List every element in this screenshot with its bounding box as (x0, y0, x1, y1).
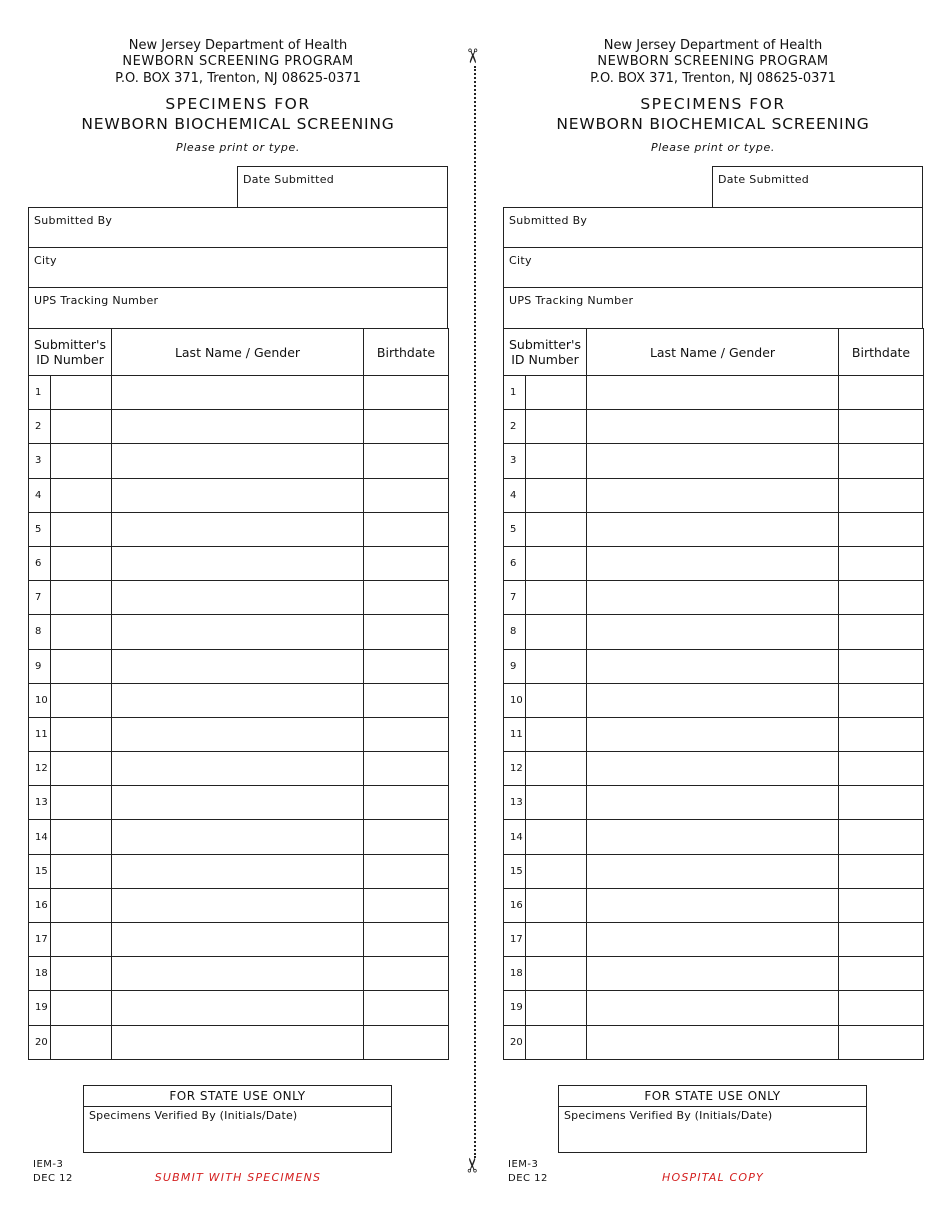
row-number: 13 (504, 786, 526, 819)
table-row (504, 923, 924, 957)
submitter-id-cell[interactable] (504, 786, 587, 820)
submitted-by-field[interactable] (503, 207, 923, 248)
last-name-gender-cell[interactable] (112, 888, 364, 922)
row-number: 2 (504, 410, 526, 443)
last-name-gender-cell[interactable] (587, 1025, 839, 1059)
birthdate-cell[interactable] (839, 820, 924, 854)
birthdate-cell[interactable] (364, 683, 449, 717)
submitter-id-cell[interactable] (504, 410, 587, 444)
city-field[interactable] (503, 247, 923, 288)
table-row (29, 649, 449, 683)
row-number: 13 (29, 786, 51, 819)
row-number: 9 (29, 650, 51, 683)
last-name-gender-cell[interactable] (112, 717, 364, 751)
birthdate-cell[interactable] (364, 478, 449, 512)
submitter-id-cell[interactable] (29, 957, 112, 991)
birthdate-cell[interactable] (364, 820, 449, 854)
submitter-id-cell[interactable] (504, 957, 587, 991)
specimen-table (503, 328, 924, 1060)
ups-tracking-field[interactable] (503, 287, 923, 329)
submitter-id-cell[interactable] (29, 991, 112, 1025)
row-number: 6 (29, 547, 51, 580)
table-row (504, 512, 924, 546)
birthdate-cell[interactable] (364, 1025, 449, 1059)
submitter-id-cell[interactable] (504, 854, 587, 888)
row-number: 15 (504, 855, 526, 888)
verified-by-field[interactable]: Specimens Verified By (Initials/Date) (89, 1109, 298, 1122)
table-row (504, 1025, 924, 1059)
last-name-gender-cell[interactable] (112, 546, 364, 580)
state-use-box (83, 1085, 392, 1153)
last-name-gender-cell[interactable] (587, 957, 839, 991)
birthdate-cell[interactable] (364, 888, 449, 922)
birthdate-cell[interactable] (364, 546, 449, 580)
submitter-id-cell[interactable] (29, 820, 112, 854)
last-name-gender-cell[interactable] (587, 649, 839, 683)
submitter-id-cell[interactable] (29, 1025, 112, 1059)
birthdate-cell[interactable] (364, 717, 449, 751)
last-name-gender-cell[interactable] (587, 376, 839, 410)
last-name-gender-cell[interactable] (112, 923, 364, 957)
last-name-gender-cell[interactable] (112, 854, 364, 888)
date-submitted-label: Date Submitted (718, 173, 810, 186)
last-name-gender-cell[interactable] (587, 888, 839, 922)
table-row (504, 752, 924, 786)
table-row (29, 444, 449, 478)
table-row (504, 615, 924, 649)
last-name-gender-cell[interactable] (587, 786, 839, 820)
last-name-gender-cell[interactable] (587, 444, 839, 478)
submitter-id-cell[interactable] (504, 1025, 587, 1059)
last-name-gender-cell[interactable] (112, 957, 364, 991)
last-name-gender-cell[interactable] (112, 786, 364, 820)
row-number: 12 (504, 752, 526, 785)
address: P.O. BOX 371, Trenton, NJ 08625-0371 (115, 71, 361, 86)
birthdate-cell[interactable] (839, 581, 924, 615)
birthdate-cell[interactable] (839, 512, 924, 546)
submitter-id-cell[interactable] (504, 923, 587, 957)
table-row (504, 991, 924, 1025)
form-number: IEM-3 (508, 1159, 539, 1170)
date-submitted-field[interactable] (712, 166, 923, 208)
form-title-line1: SPECIMENS FOR (165, 95, 311, 113)
last-name-gender-cell[interactable] (112, 478, 364, 512)
form-title-line1: SPECIMENS FOR (640, 95, 786, 113)
specimen-table (28, 328, 449, 1060)
state-use-title: FOR STATE USE ONLY (559, 1086, 866, 1107)
table-row (29, 376, 449, 410)
table-row (504, 786, 924, 820)
last-name-gender-cell[interactable] (112, 683, 364, 717)
date-submitted-field[interactable] (237, 166, 448, 208)
row-number: 14 (504, 820, 526, 853)
table-row (29, 717, 449, 751)
form-number: IEM-3 (33, 1159, 64, 1170)
col-submitter-id: Submitter's ID Number (29, 329, 112, 376)
birthdate-cell[interactable] (839, 410, 924, 444)
last-name-gender-cell[interactable] (587, 581, 839, 615)
birthdate-cell[interactable] (839, 376, 924, 410)
row-number: 5 (504, 513, 526, 546)
birthdate-cell[interactable] (839, 615, 924, 649)
print-instruction: Please print or type. (176, 141, 300, 154)
table-row (29, 512, 449, 546)
city-field[interactable] (28, 247, 448, 288)
last-name-gender-cell[interactable] (587, 478, 839, 512)
birthdate-cell[interactable] (364, 854, 449, 888)
table-row (29, 410, 449, 444)
birthdate-cell[interactable] (839, 1025, 924, 1059)
last-name-gender-cell[interactable] (587, 615, 839, 649)
table-row (29, 820, 449, 854)
row-number: 16 (504, 889, 526, 922)
row-number: 1 (29, 376, 51, 409)
table-row (29, 786, 449, 820)
table-row (504, 376, 924, 410)
birthdate-cell[interactable] (364, 512, 449, 546)
table-row (504, 854, 924, 888)
table-row (29, 1025, 449, 1059)
birthdate-cell[interactable] (364, 786, 449, 820)
row-number: 6 (504, 547, 526, 580)
row-number: 20 (29, 1026, 51, 1059)
submitter-id-cell[interactable] (29, 546, 112, 580)
row-number: 14 (29, 820, 51, 853)
birthdate-cell[interactable] (364, 410, 449, 444)
birthdate-cell[interactable] (839, 854, 924, 888)
submitter-id-cell[interactable] (29, 649, 112, 683)
birthdate-cell[interactable] (364, 752, 449, 786)
submitter-id-cell[interactable] (29, 376, 112, 410)
birthdate-cell[interactable] (364, 923, 449, 957)
agency-name: New Jersey Department of Health (603, 38, 823, 53)
birthdate-cell[interactable] (364, 991, 449, 1025)
submitter-id-cell[interactable] (504, 752, 587, 786)
submitter-id-cell[interactable] (29, 581, 112, 615)
table-row (29, 854, 449, 888)
table-row (29, 991, 449, 1025)
form-revision-date: DEC 12 (508, 1173, 548, 1184)
row-number: 2 (29, 410, 51, 443)
state-use-box (558, 1085, 867, 1153)
birthdate-cell[interactable] (364, 444, 449, 478)
submitter-id-cell[interactable] (29, 683, 112, 717)
last-name-gender-cell[interactable] (587, 717, 839, 751)
row-number: 9 (504, 650, 526, 683)
birthdate-cell[interactable] (364, 957, 449, 991)
form-title-line2: NEWBORN BIOCHEMICAL SCREENING (556, 115, 870, 133)
last-name-gender-cell[interactable] (587, 752, 839, 786)
row-number: 7 (29, 581, 51, 614)
hospital-copy-note: HOSPITAL COPY (662, 1171, 764, 1184)
table-row (29, 923, 449, 957)
last-name-gender-cell[interactable] (112, 376, 364, 410)
submitter-id-cell[interactable] (29, 752, 112, 786)
birthdate-cell[interactable] (839, 546, 924, 580)
last-name-gender-cell[interactable] (112, 1025, 364, 1059)
submitter-id-cell[interactable] (504, 546, 587, 580)
form-revision-date: DEC 12 (33, 1173, 73, 1184)
row-number: 4 (29, 479, 51, 512)
last-name-gender-cell[interactable] (112, 752, 364, 786)
table-row (504, 717, 924, 751)
submitter-id-cell[interactable] (504, 581, 587, 615)
form-title-line2: NEWBORN BIOCHEMICAL SCREENING (81, 115, 395, 133)
row-number: 8 (29, 615, 51, 648)
birthdate-cell[interactable] (839, 752, 924, 786)
birthdate-cell[interactable] (839, 649, 924, 683)
row-number: 11 (504, 718, 526, 751)
row-number: 10 (504, 684, 526, 717)
table-row (504, 888, 924, 922)
birthdate-cell[interactable] (839, 957, 924, 991)
submitter-id-cell[interactable] (29, 888, 112, 922)
submitter-id-cell[interactable] (29, 512, 112, 546)
table-row (504, 546, 924, 580)
table-row (29, 546, 449, 580)
scissors-icon: ✂ (460, 47, 485, 65)
program-name: NEWBORN SCREENING PROGRAM (122, 54, 354, 69)
submitted-by-label: Submitted By (34, 214, 113, 227)
row-number: 8 (504, 615, 526, 648)
birthdate-cell[interactable] (839, 786, 924, 820)
submitter-id-cell[interactable] (504, 376, 587, 410)
submitter-id-cell[interactable] (504, 717, 587, 751)
row-number: 19 (504, 991, 526, 1024)
birthdate-cell[interactable] (839, 444, 924, 478)
birthdate-cell[interactable] (839, 888, 924, 922)
row-number: 4 (504, 479, 526, 512)
table-row (504, 444, 924, 478)
submitter-id-cell[interactable] (504, 444, 587, 478)
submitter-id-cell[interactable] (29, 478, 112, 512)
birthdate-cell[interactable] (364, 649, 449, 683)
scissors-icon: ✂ (460, 1156, 485, 1174)
submitter-id-cell[interactable] (29, 410, 112, 444)
table-row (504, 683, 924, 717)
submit-with-specimens-note: SUBMIT WITH SPECIMENS (154, 1171, 322, 1184)
table-row (504, 649, 924, 683)
last-name-gender-cell[interactable] (112, 991, 364, 1025)
submitter-id-cell[interactable] (504, 649, 587, 683)
row-number: 11 (29, 718, 51, 751)
birthdate-cell[interactable] (364, 615, 449, 649)
state-use-title: FOR STATE USE ONLY (84, 1086, 391, 1107)
ups-tracking-label: UPS Tracking Number (509, 294, 634, 307)
birthdate-cell[interactable] (364, 581, 449, 615)
row-number: 18 (504, 957, 526, 990)
last-name-gender-cell[interactable] (112, 581, 364, 615)
col-birthdate: Birthdate (364, 329, 449, 376)
row-number: 17 (504, 923, 526, 956)
last-name-gender-cell[interactable] (587, 512, 839, 546)
verified-by-field[interactable]: Specimens Verified By (Initials/Date) (564, 1109, 773, 1122)
row-number: 12 (29, 752, 51, 785)
table-row (29, 478, 449, 512)
birthdate-cell[interactable] (839, 683, 924, 717)
row-number: 3 (29, 444, 51, 477)
col-submitter-id: Submitter's ID Number (504, 329, 587, 376)
submitter-id-cell[interactable] (504, 820, 587, 854)
row-number: 20 (504, 1026, 526, 1059)
birthdate-cell[interactable] (839, 478, 924, 512)
col-last-name-gender: Last Name / Gender (112, 329, 364, 376)
last-name-gender-cell[interactable] (112, 444, 364, 478)
table-row (29, 752, 449, 786)
row-number: 19 (29, 991, 51, 1024)
birthdate-cell[interactable] (839, 717, 924, 751)
row-number: 5 (29, 513, 51, 546)
row-number: 7 (504, 581, 526, 614)
date-submitted-label: Date Submitted (243, 173, 335, 186)
last-name-gender-cell[interactable] (587, 923, 839, 957)
table-row (29, 581, 449, 615)
table-row (504, 478, 924, 512)
last-name-gender-cell[interactable] (112, 615, 364, 649)
table-row (29, 957, 449, 991)
submitter-id-cell[interactable] (504, 512, 587, 546)
row-number: 1 (504, 376, 526, 409)
last-name-gender-cell[interactable] (587, 991, 839, 1025)
print-instruction: Please print or type. (651, 141, 775, 154)
table-row (29, 888, 449, 922)
submitter-id-cell[interactable] (29, 717, 112, 751)
ups-tracking-field[interactable] (28, 287, 448, 329)
last-name-gender-cell[interactable] (587, 410, 839, 444)
last-name-gender-cell[interactable] (112, 410, 364, 444)
ups-tracking-label: UPS Tracking Number (34, 294, 159, 307)
program-name: NEWBORN SCREENING PROGRAM (597, 54, 829, 69)
last-name-gender-cell[interactable] (112, 820, 364, 854)
row-number: 15 (29, 855, 51, 888)
submitted-by-field[interactable] (28, 207, 448, 248)
table-row (29, 683, 449, 717)
birthdate-cell[interactable] (364, 376, 449, 410)
submitter-id-cell[interactable] (29, 615, 112, 649)
col-last-name-gender: Last Name / Gender (587, 329, 839, 376)
last-name-gender-cell[interactable] (587, 854, 839, 888)
address: P.O. BOX 371, Trenton, NJ 08625-0371 (590, 71, 836, 86)
submitter-id-cell[interactable] (504, 991, 587, 1025)
last-name-gender-cell[interactable] (587, 546, 839, 580)
table-row (504, 957, 924, 991)
submitter-id-cell[interactable] (29, 444, 112, 478)
col-birthdate: Birthdate (839, 329, 924, 376)
last-name-gender-cell[interactable] (587, 820, 839, 854)
city-label: City (509, 254, 532, 267)
submitter-id-cell[interactable] (504, 683, 587, 717)
city-label: City (34, 254, 57, 267)
last-name-gender-cell[interactable] (587, 683, 839, 717)
submitter-id-cell[interactable] (504, 478, 587, 512)
row-number: 17 (29, 923, 51, 956)
submitter-id-cell[interactable] (504, 615, 587, 649)
cut-line (474, 66, 476, 1158)
last-name-gender-cell[interactable] (112, 649, 364, 683)
submitter-id-cell[interactable] (29, 786, 112, 820)
agency-name: New Jersey Department of Health (128, 38, 348, 53)
birthdate-cell[interactable] (839, 991, 924, 1025)
submitter-id-cell[interactable] (504, 888, 587, 922)
table-row (504, 581, 924, 615)
table-row (29, 615, 449, 649)
last-name-gender-cell[interactable] (112, 512, 364, 546)
submitter-id-cell[interactable] (29, 923, 112, 957)
submitted-by-label: Submitted By (509, 214, 588, 227)
row-number: 18 (29, 957, 51, 990)
table-row (504, 410, 924, 444)
table-row (504, 820, 924, 854)
birthdate-cell[interactable] (839, 923, 924, 957)
row-number: 3 (504, 444, 526, 477)
submitter-id-cell[interactable] (29, 854, 112, 888)
row-number: 10 (29, 684, 51, 717)
row-number: 16 (29, 889, 51, 922)
